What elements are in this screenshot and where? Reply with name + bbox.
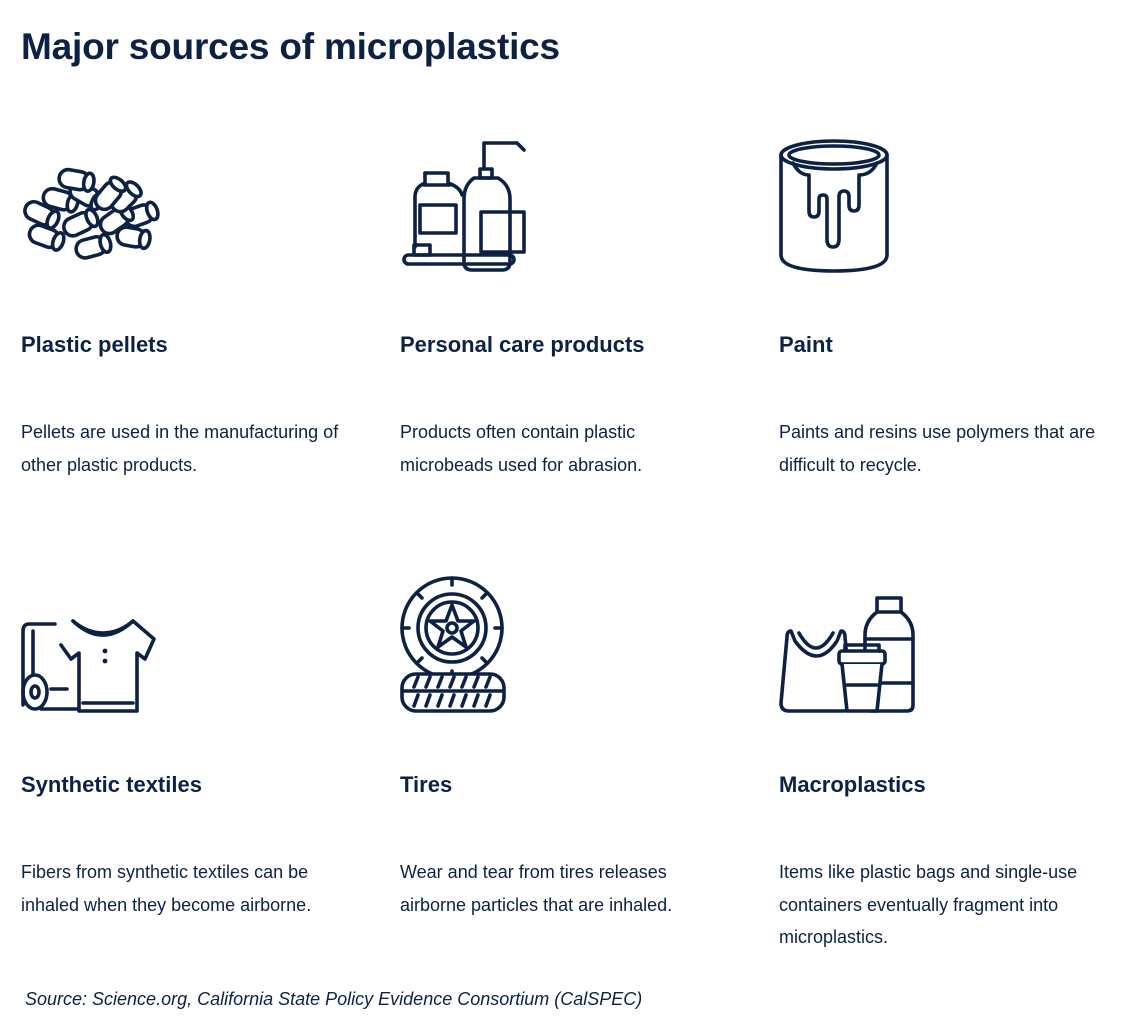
card-title: Plastic pellets xyxy=(21,332,168,357)
card-title: Tires xyxy=(400,772,453,797)
card-title: Macroplastics xyxy=(779,772,926,797)
paint-can-icon xyxy=(779,135,919,275)
page-title: Major sources of microplastics xyxy=(21,26,560,67)
source-caption: Source: Science.org, California State Policy Evidence Consortium (CalSPEC) xyxy=(25,989,643,1009)
synthetic-textiles-icon xyxy=(21,575,161,715)
card-title: Paint xyxy=(779,332,833,357)
personal-care-products-icon xyxy=(400,135,540,275)
card-description: Wear and tear from tires releases airborne particles that are inhaled. xyxy=(400,862,673,915)
card-description: Items like plastic bags and single-use containers eventually fragment into microplastics. xyxy=(779,862,1078,947)
card-title: Personal care products xyxy=(400,332,645,357)
card-description: Fibers from synthetic textiles can be inhaled when they become airborne. xyxy=(21,862,312,915)
tire-icon xyxy=(400,575,540,715)
card-description: Pellets are used in the manufacturing of other plastic products. xyxy=(21,422,339,475)
card-description: Paints and resins use polymers that are difficult to recycle. xyxy=(779,422,1096,475)
card-title: Synthetic textiles xyxy=(21,772,202,797)
macroplastics-icon xyxy=(779,575,919,715)
plastic-pellets-icon xyxy=(21,135,161,275)
card-description: Products often contain plastic microbeads used for abrasion. xyxy=(400,422,643,475)
